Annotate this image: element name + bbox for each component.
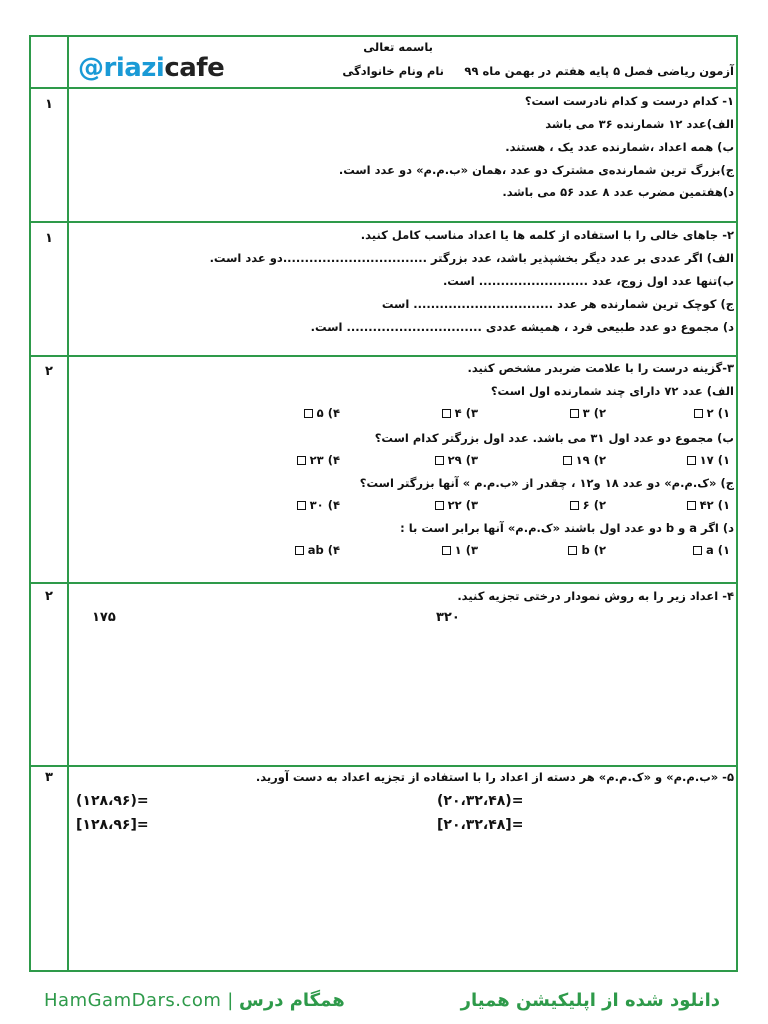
row-divider-q3 [31,582,736,584]
q2-item-4: د) مجموع دو عدد طبیعی فرد ، همیشه عددی ............................... است. [310,320,734,334]
q2-item-2: ب)تنها عدد اول زوج، عدد ......................... است. [442,274,734,288]
q4-number-2: ۱۷۵ [92,610,116,625]
checkbox[interactable] [297,456,306,465]
q3a-option-4[interactable]: ۴) ۵ [304,406,340,420]
q2-title: ۲- جاهای خالی را با استفاده از کلمه ها یا اعداد مناسب کامل کنید. [360,228,734,242]
checkbox[interactable] [442,409,451,418]
q3b-option-3[interactable]: ۳) ۲۹ [435,453,478,467]
q3d-option-1[interactable]: ۱) a [693,543,730,557]
q1-item-3: ج)بزرگ ترین شمارنده‌ی مشترک دو عدد ،همان «ب.م.م» دو عدد است. [338,163,734,177]
row-divider-q2 [31,355,736,357]
name-field-label: نام ونام خانوادگی [342,64,444,78]
checkbox[interactable] [568,546,577,555]
q3b-stem: ب) مجموع دو عدد اول ۳۱ می باشد. عدد اول بزرگتر کدام است؟ [374,431,734,445]
checkbox[interactable] [687,501,696,510]
checkbox[interactable] [570,409,579,418]
q5-score: ۳ [45,770,53,785]
checkbox[interactable] [570,501,579,510]
q3a-option-2[interactable]: ۲) ۳ [570,406,606,420]
riazicafe-logo [78,53,224,83]
q3c-option-1[interactable]: ۱) ۴۲ [687,498,730,512]
q3a-option-1[interactable]: ۱) ۲ [694,406,730,420]
q3d-option-2[interactable]: ۲) b [568,543,606,557]
checkbox[interactable] [435,456,444,465]
q2-item-1: الف) اگر عددی بر عدد دیگر بخشپذیر باشد، عدد بزرگتر .................................دو عدد است. [209,251,734,265]
q3c-option-2[interactable]: ۲) ۶ [570,498,606,512]
q3a-stem: الف) عدد ۷۲ دارای چند شمارنده اول است؟ [490,384,734,398]
row-divider-q4 [31,765,736,767]
q2-score: ۱ [45,231,53,246]
q5-title: ۵- «ب.م.م» و «ک.م.م» هر دسته از اعداد را با استفاده از تجزیه اعداد به دست آورید. [255,770,734,784]
q3d-option-4[interactable]: ۴) ab [295,543,340,557]
checkbox[interactable] [435,501,444,510]
q4-title: ۴- اعداد زیر را به روش نمودار درختی تجزیه کنید. [457,589,734,603]
checkbox[interactable] [295,546,304,555]
logo-suffix: cafe [164,53,225,83]
q5-lcm-1: [۲۰،۳۲،۴۸]= [437,817,524,833]
q1-item-4: د)هفتمین مضرب عدد ۸ عدد ۵۶ می باشد. [502,185,734,199]
q3-title: ۳-گزینه درست را با علامت ضربدر مشخص کنید. [467,361,734,375]
checkbox[interactable] [297,501,306,510]
checkbox[interactable] [687,456,696,465]
q3c-option-4[interactable]: ۴) ۳۰ [297,498,340,512]
exam-title: آزمون ریاضی فصل ۵ پایه هفتم در بهمن ماه ۹۹ [464,64,734,78]
q5-gcd-2: (۱۲۸،۹۶)= [76,793,149,809]
q2-item-3: ج) کوچک ترین شمارنده هر عدد ................................ است [381,297,734,311]
q3b-option-1[interactable]: ۱) ۱۷ [687,453,730,467]
q3b-option-4[interactable]: ۴) ۲۳ [297,453,340,467]
q3d-stem: د) اگر a و b دو عدد اول باشند «ک.م.م» آنها برابر است با : [400,521,734,535]
q3a-option-3[interactable]: ۳) ۴ [442,406,478,420]
q3d-option-3[interactable]: ۳) ۱ [442,543,478,557]
q3c-stem: ج) «ک.م.م» دو عدد ۱۸ و۱۲ ، چقدر از «ب.م.م » آنها بزرگتر است؟ [359,476,734,490]
q1-title: ۱- کدام درست و کدام نادرست است؟ [524,94,734,108]
q4-number-1: ۳۲۰ [436,610,460,625]
footer-download-note: دانلود شده از اپلیکیشن همیار [460,990,720,1011]
score-column-divider [67,37,69,970]
checkbox[interactable] [304,409,313,418]
checkbox[interactable] [442,546,451,555]
logo-prefix: @riazi [78,53,165,83]
row-divider-header [31,87,736,89]
checkbox[interactable] [693,546,702,555]
footer-brand: همگام درس [239,990,345,1011]
checkbox[interactable] [694,409,703,418]
q4-score: ۲ [45,589,53,604]
q3-score: ۲ [45,364,53,379]
q1-item-2: ب) همه اعداد ،شمارنده عدد یک ، هستند. [505,140,734,154]
q3c-option-3[interactable]: ۳) ۲۲ [435,498,478,512]
q3b-option-2[interactable]: ۲) ۱۹ [563,453,606,467]
q1-score: ۱ [45,97,53,112]
checkbox[interactable] [563,456,572,465]
row-divider-q1 [31,221,736,223]
footer-separator: | [227,990,234,1011]
q5-gcd-1: (۲۰،۳۲،۴۸)= [437,793,524,809]
q1-item-1: الف)عدد ۱۲ شمارنده ۳۶ می باشد [545,117,734,131]
q5-lcm-2: [۱۲۸،۹۶]= [76,817,149,833]
footer-site[interactable] [44,990,345,1011]
footer-site-url[interactable]: HamGamDars.com [44,990,222,1011]
bismillah: باسمه تعالی [363,40,433,54]
